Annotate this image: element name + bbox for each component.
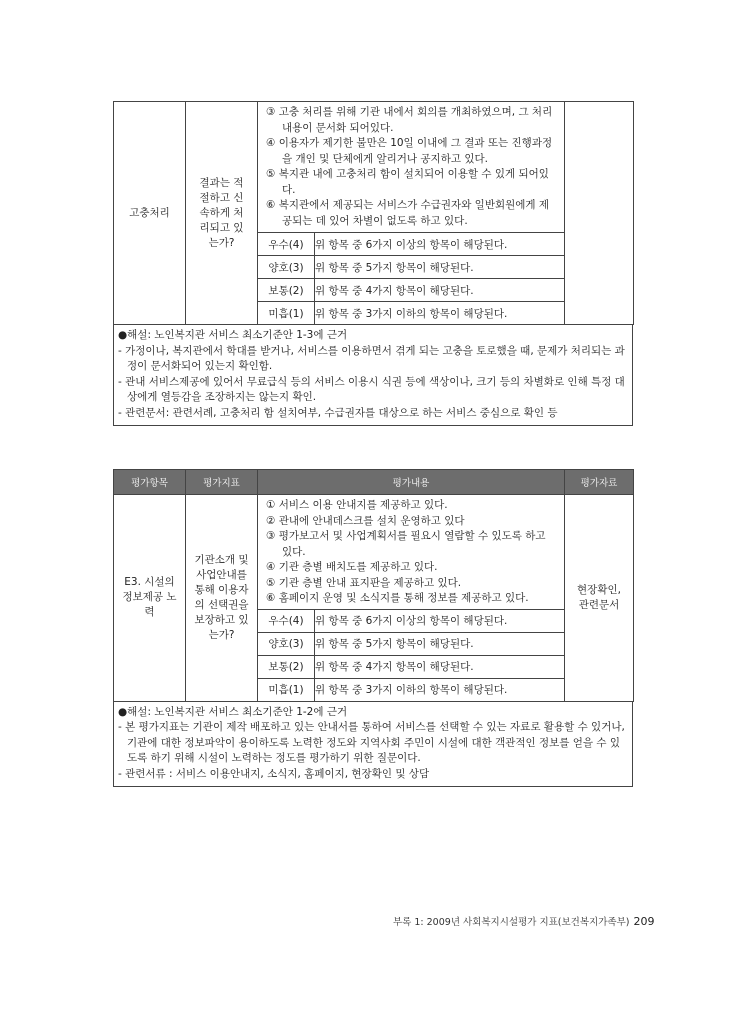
commentary-item: - 관내 서비스제공에 있어서 무료급식 등의 서비스 이용시 식권 등에 색상이나, 크기 등의 차별화로 인해 특정 대상에게 열등감을 조장하지는 않는지 확인. (118, 375, 625, 403)
header-indicator: 평가지표 (186, 470, 258, 495)
grade-label: 미흡(1) (258, 678, 315, 701)
page-footer (393, 914, 655, 928)
eval-item-cell (114, 495, 186, 702)
criteria-list (258, 102, 564, 231)
grade-description: 위 항목 중 5가지 항목이 해당된다. (315, 256, 565, 279)
criteria-item: ⑤ 기관 층별 안내 표지판을 제공하고 있다. (266, 576, 462, 589)
grade-description: 위 항목 중 6가지 이상의 항목이 해당된다. (315, 233, 565, 256)
criteria-item: ⑥ 복지관에서 제공되는 서비스가 수급권자와 일반회원에게 제공되는 데 있어 차별이 없도록 하고 있다. (266, 199, 550, 227)
commentary-box (113, 702, 633, 788)
grade-description: 위 항목 중 3가지 이하의 항목이 해당된다. (315, 678, 565, 701)
criteria-cell (258, 495, 565, 610)
criteria-item: ⑥ 홈페이지 운영 및 소식지를 통해 정보를 제공하고 있다. (266, 592, 529, 604)
criteria-item: ② 관내에 안내데스크를 설치 운영하고 있다 (266, 514, 465, 527)
commentary-item: - 본 평가지표는 기관이 제작 배포하고 있는 안내서를 통하여 서비스를 선택할 수 있는 자료로 활용할 수 있거나, 기관에 대한 정보파악이 용이하도록 노력한 정도와 지역사회 주민이 시설에 대한 객관적인 정보를 얻을 수 있도록 하기 위해 시설이 노력하는 정도를 평가하기 위한 질문이다. (118, 721, 625, 764)
grade-label: 양호(3) (258, 256, 315, 279)
indicator-cell (186, 102, 258, 325)
criteria-list (258, 495, 564, 609)
eval-item-name: E3. 시설의 정보제공 노력 (122, 576, 177, 619)
grade-label: 양호(3) (258, 632, 315, 655)
source-cell (565, 102, 634, 325)
grade-label: 미흡(1) (258, 302, 315, 325)
criteria-item: ④ 이용자가 제기한 불만은 10일 이내에 그 결과 또는 진행과정을 개인 및 단체에게 알리거나 공지하고 있다. (266, 137, 553, 165)
commentary-item: - 가정이나, 복지관에서 학대를 받거나, 서비스를 이용하면서 겪게 되는 고충을 토로했을 때, 문제가 처리되는 과정이 문서화되어 있는지 확인함. (118, 344, 625, 372)
evaluation-table-information (113, 469, 633, 787)
grade-label: 보통(2) (258, 279, 315, 302)
evaluation-table-grievance (113, 101, 633, 426)
commentary-item: - 관련서류 : 서비스 이용안내지, 소식지, 홈페이지, 현장확인 및 상담 (118, 767, 430, 780)
criteria-item: ③ 고충 처리를 위해 기관 내에서 회의를 개최하였으며, 그 처리 내용이 문서화 되어있다. (266, 106, 553, 134)
commentary-heading: ●해설: 노인복지관 서비스 최소기준안 1-3에 근거 (118, 329, 348, 341)
criteria-item: ⑤ 복지관 내에 고충처리 함이 설치되어 이용할 수 있게 되어있다. (266, 168, 549, 196)
information-table (113, 469, 634, 702)
grade-description: 위 항목 중 3가지 이하의 항목이 해당된다. (315, 302, 565, 325)
eval-item-name: 고충처리 (129, 206, 170, 219)
criteria-item: ③ 평가보고서 및 사업계획서를 필요시 열람할 수 있도록 하고 있다. (266, 530, 546, 558)
grade-description: 위 항목 중 4가지 항목이 해당된다. (315, 655, 565, 678)
grade-description: 위 항목 중 4가지 항목이 해당된다. (315, 279, 565, 302)
criteria-item: ① 서비스 이용 안내지를 제공하고 있다. (266, 499, 448, 511)
commentary-box (113, 325, 633, 426)
page-number: 209 (633, 915, 655, 928)
header-content: 평가내용 (258, 470, 565, 495)
header-eval-item: 평가항목 (114, 470, 186, 495)
source-text: 현장확인, 관련문서 (577, 583, 621, 611)
grievance-table (113, 101, 634, 325)
indicator-text: 기관소개 및 사업안내를 통해 이용자의 선택권을 보장하고 있는가? (194, 553, 249, 641)
indicator-text: 결과는 적절하고 신속하게 처리되고 있는가? (199, 176, 244, 249)
footer-caption: 부록 1: 2009년 사회복지시설평가 지표(보건복지가족부) (393, 917, 630, 928)
commentary-item: - 관련문서: 관련서례, 고충처리 함 설치여부, 수급권자를 대상으로 하는 서비스 중심으로 확인 등 (118, 406, 558, 419)
eval-item-cell (114, 102, 186, 325)
grade-label: 우수(4) (258, 609, 315, 632)
grade-label: 우수(4) (258, 233, 315, 256)
header-source: 평가자료 (565, 470, 634, 495)
criteria-item: ④ 기관 층별 배치도를 제공하고 있다. (266, 561, 438, 573)
indicator-cell (186, 495, 258, 702)
table-header-row (114, 470, 634, 495)
grade-description: 위 항목 중 5가지 항목이 해당된다. (315, 632, 565, 655)
criteria-cell (258, 102, 565, 233)
source-cell (565, 495, 634, 702)
commentary-heading: ●해설: 노인복지관 서비스 최소기준안 1-2에 근거 (118, 705, 348, 718)
grade-label: 보통(2) (258, 655, 315, 678)
grade-description: 위 항목 중 6가지 이상의 항목이 해당된다. (315, 609, 565, 632)
